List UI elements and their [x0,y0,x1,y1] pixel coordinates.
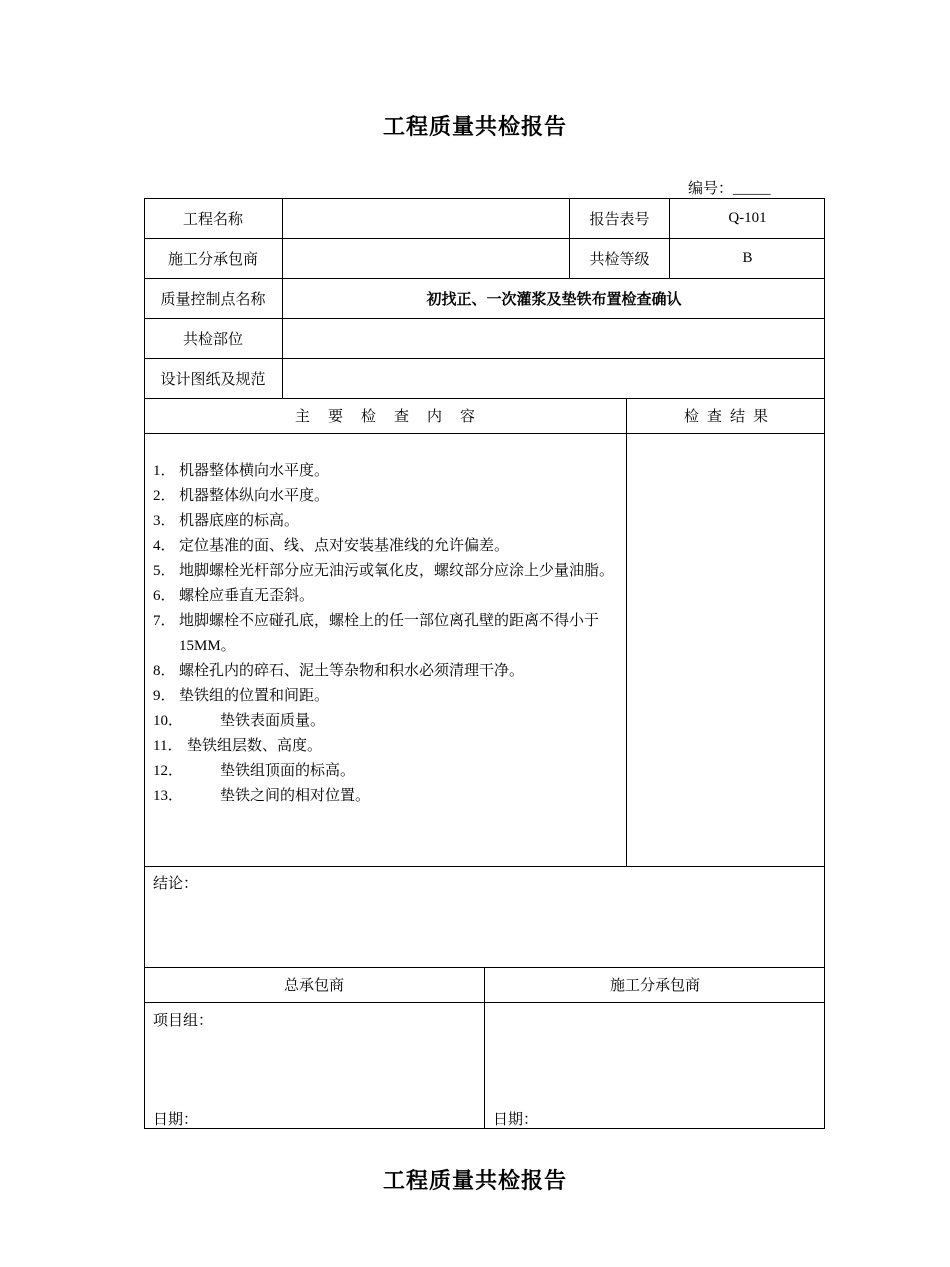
general-contractor-header: 总承包商 [283,978,344,994]
control-point-value: 初找正、一次灌浆及垫铁布置检查确认 [426,291,682,308]
list-item: 3． 机器底座的标高。 [153,513,300,529]
drawings-spec-field[interactable] [283,358,825,398]
row-divider [144,866,825,867]
list-item: 5． 地脚螺栓光杆部分应无油污或氧化皮，螺纹部分应涂上少量油脂。 [153,563,615,579]
inspection-grade-value: B [742,249,753,266]
subcontractor-sign-header: 施工分承包商 [609,978,700,994]
result-header: 检查结果 [683,409,776,425]
list-item: 11． 垫铁组层数、高度。 [153,738,323,754]
next-page-title: 工程质量共检报告 [382,1168,567,1193]
project-name-field[interactable] [283,198,569,238]
date-label-left: 日期： [153,1112,199,1128]
subcontractor-label: 施工分承包商 [167,251,258,268]
conclusion-area[interactable] [145,895,824,966]
list-item: 8． 螺栓孔内的碎石、泥土等杂物和积水必须清理干净。 [153,663,525,679]
date-label-right: 日期： [493,1112,539,1128]
list-item: 6． 螺栓应垂直无歪斜。 [153,588,315,604]
drawings-spec-label: 设计图纸及规范 [160,371,266,388]
subcontractor-field[interactable] [283,238,569,278]
result-area[interactable] [627,434,824,866]
project-group-label: 项目组： [153,1013,214,1029]
main-content-header: 主要检查内容 [294,409,493,425]
inspection-items-list [153,459,623,809]
report-no-value: Q-101 [728,209,767,226]
list-item: 12． 垫铁组顶面的标高。 [153,763,356,779]
inspection-grade-label: 共检等级 [589,251,650,268]
list-item: 4． 定位基准的面、线、点对安装基准线的允许偏差。 [153,538,510,554]
inspection-part-field[interactable] [283,318,825,358]
list-item: 7． 地脚螺栓不应碰孔底，螺栓上的任一部位离孔壁的距离不得小于 15MM。 [153,613,600,654]
list-item: 13． 垫铁之间的相对位置。 [153,788,371,804]
list-item: 10． 垫铁表面质量。 [153,713,326,729]
conclusion-label: 结论： [153,876,199,892]
project-name-label: 工程名称 [182,211,243,228]
list-item: 2． 机器整体纵向水平度。 [153,488,330,504]
report-no-label: 报告表号 [589,211,650,228]
control-point-label: 质量控制点名称 [160,291,266,308]
serial-number-label: 编号：_____ [688,181,771,197]
list-item: 1． 机器整体横向水平度。 [153,463,330,479]
list-item: 9． 垫铁组的位置和间距。 [153,688,330,704]
inspection-part-label: 共检部位 [182,331,243,348]
page-title: 工程质量共检报告 [382,114,567,139]
